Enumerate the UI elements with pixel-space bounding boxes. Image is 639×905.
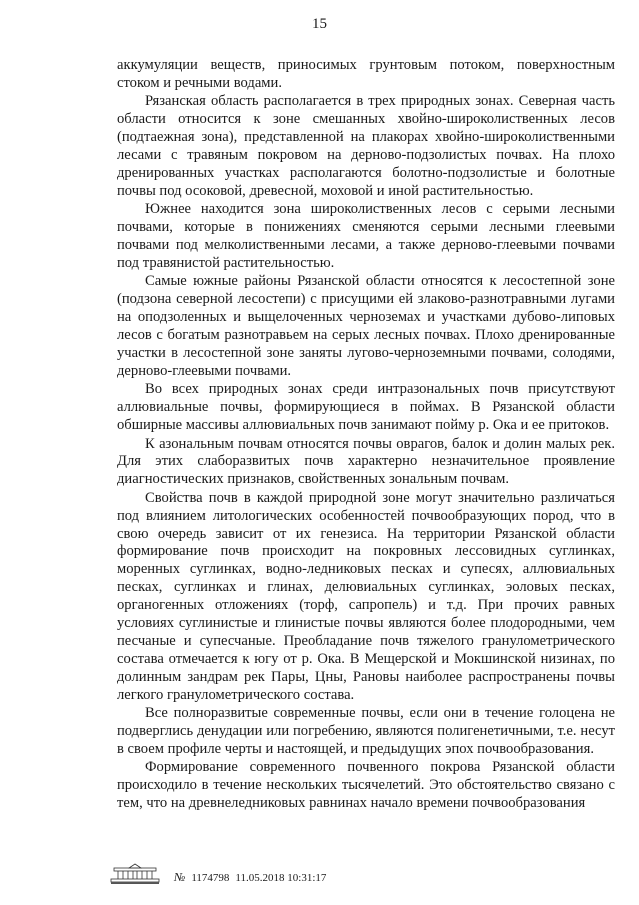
- paragraph: К азональным почвам относятся почвы оврагов, балок и долин малых рек. Для этих слаборазвитых почв характерно незначительное проявление диагностических признаков, свойственных зональным почвам.: [117, 435, 615, 488]
- paragraph: Все полноразвитые современные почвы, если они в течение голоцена не подверглись денудации или погребению, являются полигенетичными, т.е. несут в своем профиле черты и настоящей, и предыдущих эпох почвообразования.: [117, 705, 615, 757]
- paragraph: Формирование современного почвенного покрова Рязанской области происходило в течение нескольких тысячелетий. Это обстоятельство связано с тем, что на древнеледниковых равнинах начало времени почвообразования: [117, 759, 615, 812]
- document-number: 1174798: [191, 872, 230, 884]
- paragraph: Во всех природных зонах среди интразональных почв присутствуют аллювиальные почвы, формирующиеся в поймах. В Рязанской области обширные массивы аллювиальных почв занимают пойму р. Ока и ее притоков.: [117, 381, 615, 434]
- paragraph: Южнее находится зона широколиственных лесов с серыми лесными почвами, которые в понижениях сменяются серыми лесными глеевыми почвами под мелколиственными лесами, а также дерново-глеевыми почвами под травянистой растительностью.: [117, 201, 615, 271]
- document-footer: [108, 863, 326, 885]
- paragraph: Рязанская область располагается в трех природных зонах. Северная часть области относится к зоне смешанных хвойно-широколиственных лесов (подтаежная зона), представленной на плакорах хвойно-широколиственными лесами с травяным покровом на дерново-подзолистых почвах. На плохо дренированных участках располагаются болотно-подзолистые и болотные почвы под осоковой, древесной, моховой и иной растительностью.: [117, 93, 615, 199]
- paragraph: аккумуляции веществ, приносимых грунтовым потоком, поверхностным стоком и речными водами.: [117, 57, 615, 91]
- page-number: 15: [312, 16, 327, 32]
- document-body: [117, 57, 615, 813]
- paragraph: Самые южные районы Рязанской области относятся к лесостепной зоне (подзона северной лесостепи) с присущими ей злаково-разнотравными лугами на оподзоленных и выщелоченных черноземах и участками дубово-липовых лесов с богатым разнотравьем на серых лесных почвах. Плохо дренированные участки в лесостепной зоне заняты лугово-черноземными почвами, солодями, дерново-глеевыми почвами.: [117, 273, 615, 379]
- government-building-icon: [108, 863, 162, 885]
- paragraph: Свойства почв в каждой природной зоне могут значительно различаться под влиянием литологических особенностей почвообразующих пород, что в свою очередь зависит от их генезиса. На территории Рязанской области формирование почв происходит на покровных лессовидных суглинках, моренных суглинках, водно-ледниковых песках и супесях, аллювиальных песках, суглинках и глинах, делювиальных суглинках, эоловых песках, органогенных отложениях (торф, сапропель) и т.д. При прочих равных условиях суглинистые и глинистые почвы являются более плодородными, чем песчаные и супесчаные. Преобладание почв тяжелого гранулометрического состава отмечается к югу от р. Ока. В Мещерской и Мокшинской низинах, по долинным зандрам рек Пары, Цны, Рановы наиболее распространены почвы легкого гранулометрического состава.: [117, 489, 615, 703]
- document-timestamp: 11.05.2018 10:31:17: [235, 872, 327, 884]
- document-number-sign: №: [174, 870, 186, 884]
